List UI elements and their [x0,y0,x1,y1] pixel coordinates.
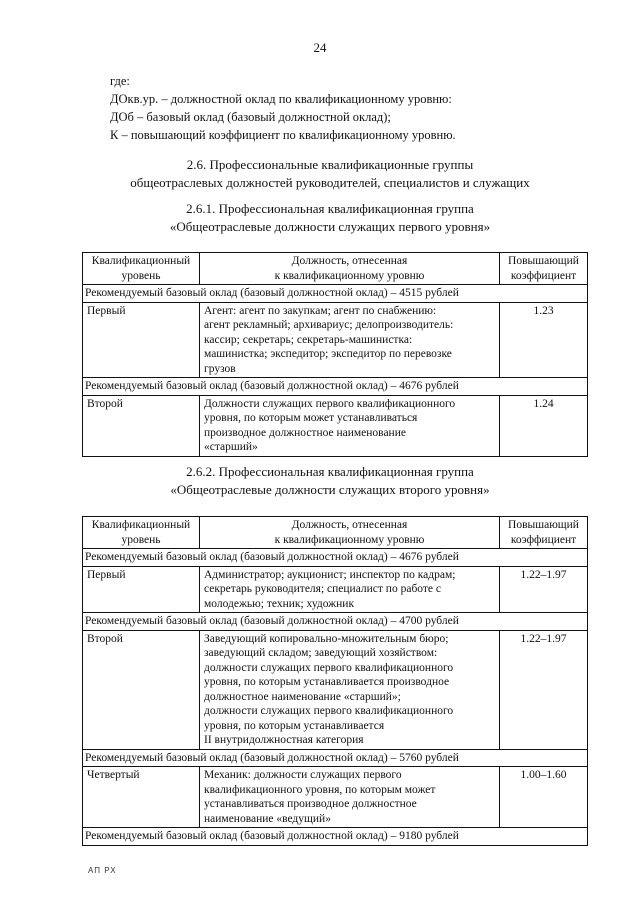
subsection-heading-1 [60,200,600,236]
salary-row [83,549,588,567]
header-coefficient: Повышающий коэффициент [500,253,588,285]
level-cell: Второй [83,630,200,749]
salary-row [83,285,588,303]
section-heading [60,156,600,192]
level-cell: Первый [83,566,200,613]
level-cell: Первый [83,302,200,378]
qualification-table-1 [82,252,588,457]
definition-line: ДОкв.ур. – должностной оклад по квалификационному уровню: [110,92,452,106]
definition-line: К – повышающий коэффициент по квалификационному уровню. [110,128,456,142]
footer-mark: АП РХ [88,866,117,875]
definition-line: где: [110,74,130,88]
header-level: Квалификационный уровень [83,517,200,549]
salary-row [83,378,588,396]
positions-cell: Администратор; аукционист; инспектор по кадрам; секретарь руководителя; специалист по работе с молодежью; техник; художник [200,566,500,613]
page-number: 24 [313,40,327,55]
coefficient-cell: 1.23 [500,302,588,378]
coefficient-cell: 1.24 [500,395,588,456]
coefficient-cell: 1.22–1.97 [500,630,588,749]
level-cell: Второй [83,395,200,456]
table-row [83,767,588,828]
header-position: Должность, отнесенная к квалификационному уровню [200,517,500,549]
subsection-heading-line: 2.6.2. Профессиональная квалификационная группа [186,464,474,479]
qualification-table-2 [82,516,588,846]
salary-row [83,749,588,767]
salary-text: Рекомендуемый базовый оклад (базовый должностной оклад) – 4676 рублей [83,549,588,567]
salary-text: Рекомендуемый базовый оклад (базовый должностной оклад) – 9180 рублей [83,828,588,846]
salary-row [83,613,588,631]
header-coefficient: Повышающий коэффициент [500,517,588,549]
salary-text: Рекомендуемый базовый оклад (базовый должностной оклад) – 4515 рублей [83,285,588,303]
table-header-row [83,517,588,549]
header-position: Должность, отнесенная к квалификационному уровню [200,253,500,285]
subsection-heading-line: «Общеотраслевые должности служащих второго уровня» [170,482,490,497]
level-cell: Четвертый [83,767,200,828]
section-heading-line: 2.6. Профессиональные квалификационные группы [186,157,474,172]
positions-cell: Механик: должности служащих первого квалификационного уровня, по которым может устанавливаться производное должностное наименование «ведущий» [200,767,500,828]
formula-definitions [110,72,590,144]
coefficient-cell: 1.00–1.60 [500,767,588,828]
table-header-row [83,253,588,285]
subsection-heading-line: 2.6.1. Профессиональная квалификационная группа [186,201,474,216]
subsection-heading-line: «Общеотраслевые должности служащих первого уровня» [169,219,491,234]
positions-cell: Должности служащих первого квалификационного уровня, по которым может устанавливаться производное должностное наименование «старший» [200,395,500,456]
coefficient-cell: 1.22–1.97 [500,566,588,613]
table-row [83,630,588,749]
table-row [83,566,588,613]
table-row [83,302,588,378]
salary-text: Рекомендуемый базовый оклад (базовый должностной оклад) – 5760 рублей [83,749,588,767]
section-heading-line: общеотраслевых должностей руководителей, специалистов и служащих [130,175,530,190]
salary-text: Рекомендуемый базовый оклад (базовый должностной оклад) – 4676 рублей [83,378,588,396]
positions-cell: Агент: агент по закупкам; агент по снабжению: агент рекламный; архивариус; делопроизводитель: кассир; секретарь; секретарь-машинистка: машинистка; экспедитор; экспедитор по перевозке грузов [200,302,500,378]
table-row [83,395,588,456]
header-level: Квалификационный уровень [83,253,200,285]
subsection-heading-2 [60,463,600,499]
definition-line: ДОб – базовый оклад (базовый должностной оклад); [110,110,391,124]
salary-text: Рекомендуемый базовый оклад (базовый должностной оклад) – 4700 рублей [83,613,588,631]
salary-row [83,828,588,846]
positions-cell: Заведующий копировально-множительным бюро; заведующий складом; заведующий хозяйством: должности служащих первого квалификационного уровня, по которым устанавливается производное должностное наименование «старший»; должности служащих первого квалификационного уровня, по которым устанавливается II внутридолжностная категория [200,630,500,749]
